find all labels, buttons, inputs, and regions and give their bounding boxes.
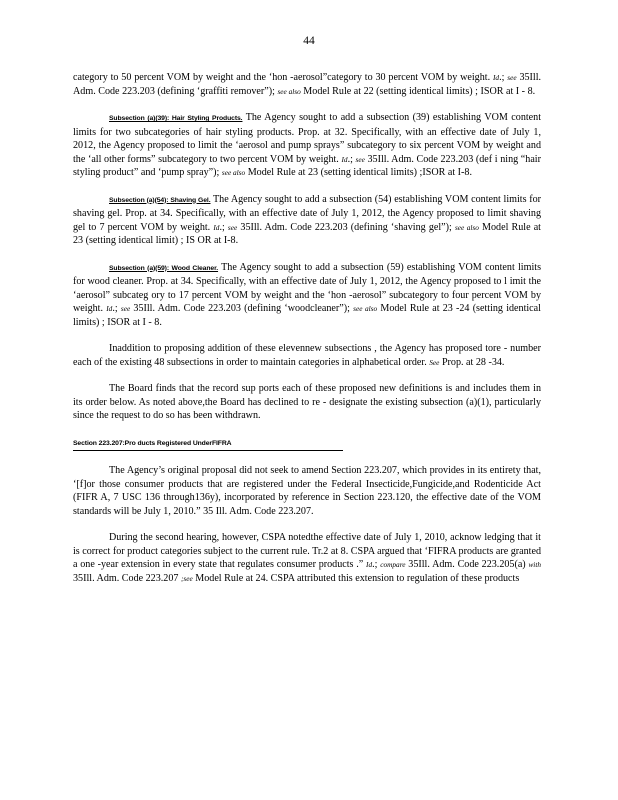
paragraph-original-proposal: The Agency’s original proposal did not seek to amend Section 223.207, which provides in its entirety that, ‘[f]or those consumer products that are registered under the Federal Insecticide,Fungicide,and Rodenticide Act (FIFR A, 7 USC 136 through136y), incorporated by reference in Section 223.120, the effective date of the VOM standards will be July 1, 2010.” 35 Ill. Adm. Code 223.207. bbox=[73, 465, 541, 517]
section-heading-fifra: Section 223.207:Pro ducts Registered UnderFIFRA bbox=[73, 437, 343, 452]
page-body bbox=[73, 71, 541, 585]
subsection-heading-wood-cleaner: Subsection (a)(59): Wood Cleaner. bbox=[109, 264, 219, 272]
paragraph-wood-cleaner: Subsection (a)(59): Wood Cleaner. The Agency sought to add a subsection (59) establishing VOM content limits for wood cleaner. Prop. at 34. Specifically, with an effective date of July 1, 2012, the Agency proposed to l imit the ‘aerosol” subcateg ory to 17 percent VOM by weight and the ‘hon -aerosol” subcategory to four percent VOM by weight. Id.; see 35Ill. Adm. Code 223.203 (defining ‘woodcleaner”); see also Model Rule at 23 -24 (setting identical limits) ; ISOR at I - 8. bbox=[73, 261, 541, 328]
subsection-heading-hair-styling: Subsection (a)(39): Hair Styling Products. bbox=[109, 115, 243, 122]
paragraph-second-hearing: During the second hearing, however, CSPA notedthe effective date of July 1, 2010, acknow ledging that it is correct for product categories subject to the current rule. Tr.2 at 8. CSPA argued that ‘FIFRA products are granted a one -year extension in every state that regulates consumer products .” Id.; compare 35Ill. Adm. Code 223.205(a) with 35Ill. Adm. Code 223.207 ;see Model Rule at 24. CSPA attributed this extension to regulation of these products bbox=[73, 532, 542, 584]
paragraph-graffiti-remover: category to 50 percent VOM by weight and the ‘hon -aerosol”category to 30 percent VOM by weight. Id.; see 35Ill. Adm. Code 223.203 (defining ‘graffiti remover”); see also Model Rule at 22 (setting identical limits) ; ISOR at I - 8. bbox=[73, 72, 542, 97]
page-number: 44 bbox=[303, 35, 315, 47]
subsection-heading-shaving-gel: Subsection (a)(54): Shaving Gel. bbox=[109, 196, 211, 204]
paragraph-board-finding: The Board finds that the record sup ports each of these proposed new definitions is and includes them in its order below. As noted above,the Board has declined to re - designate the existing subsection (a)(1), particularly since the request to do so has been withdrawn. bbox=[73, 383, 541, 421]
paragraph-shaving-gel: Subsection (a)(54): Shaving Gel. The Agency sought to add a subsection (54) establishing VOM content limits for shaving gel. Prop. at 34. Specifically, with an effective date of July 1, 2012, the Agency proposed to limit shaving gel to 7 percent VOM by weight. Id.; see 35Ill. Adm. Code 223.203 (defining ‘shaving gel”); see also Model Rule at 23 (setting identical limit) ; IS OR at I-8. bbox=[73, 193, 541, 246]
paragraph-hair-styling: Subsection (a)(39): Hair Styling Products. The Agency sought to add a subsection (39) establishing VOM content limits for two subcategories of hair styling products. Prop. at 32. Specifically, with an effective date of July 1, 2012, the Agency proposed to limit the ‘aerosol and pump sprays” subcategory to six percent VOM by weight and the ‘all other forms” subcategory to two percent VOM by weight. Id.; see 35Ill. Adm. Code 223.203 (def i ning “hair styling product” and ‘pump spray”); see also Model Rule at 23 (setting identical limits) ;ISOR at I-8. bbox=[73, 112, 542, 178]
paragraph-renumbering: Inaddition to proposing addition of these elevennew subsections , the Agency has proposed tore - number each of the existing 48 subsections in order to maintain categories in alphabetical order. See Prop. at 28 -34. bbox=[73, 343, 541, 368]
